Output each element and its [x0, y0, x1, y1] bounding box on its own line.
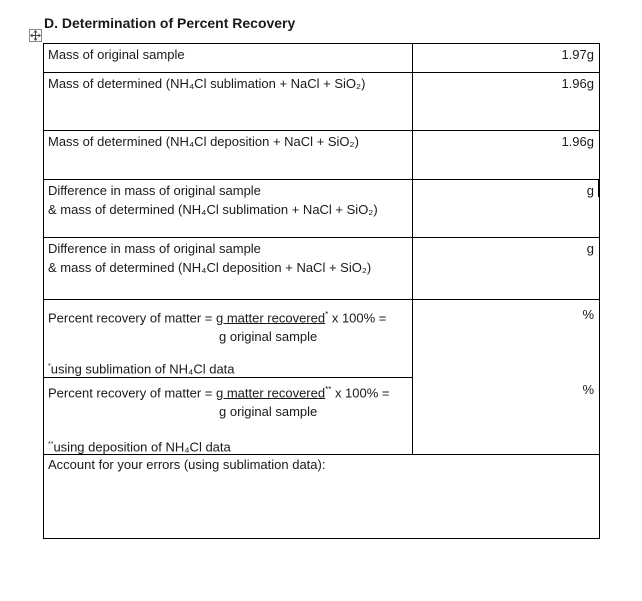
label-original-sample[interactable]: Mass of original sample	[48, 47, 185, 62]
column-divider	[412, 43, 413, 454]
value-percent-deposition[interactable]: %	[582, 382, 594, 397]
formula-percent-sublimation[interactable]: Percent recovery of matter = g matter recovered* x 100% = g original sample	[48, 310, 387, 345]
text-cursor	[598, 179, 599, 197]
formula-percent-deposition[interactable]: Percent recovery of matter = g matter recovered** x 100% = g original sample	[48, 385, 390, 420]
row-mass-sublimation	[43, 72, 600, 130]
section-heading: D. Determination of Percent Recovery	[44, 15, 296, 31]
row-divider	[43, 237, 600, 238]
value-mass-sublimation[interactable]: 1.96g	[561, 76, 594, 91]
row-percent-sublimation	[43, 299, 600, 377]
row-difference-deposition	[43, 237, 600, 299]
value-original-sample[interactable]: 1.97g	[561, 47, 594, 62]
table-border-bottom	[43, 538, 600, 539]
label-difference-sublimation[interactable]: Difference in mass of original sample & mass of determined (NH₄Cl sublimation + NaCl + SiO₂)	[48, 183, 378, 217]
row-difference-sublimation	[43, 179, 600, 237]
row-divider	[43, 72, 600, 73]
footnote-deposition: **using deposition of NH₄Cl data	[48, 439, 231, 455]
value-difference-deposition[interactable]: g	[586, 241, 594, 256]
table-move-handle-icon[interactable]	[29, 29, 42, 42]
footnote-sublimation: *using sublimation of NH₄Cl data	[48, 361, 235, 377]
row-percent-deposition	[43, 377, 600, 454]
row-account-errors	[43, 454, 600, 539]
table-border-right	[599, 43, 600, 539]
label-mass-sublimation[interactable]: Mass of determined (NH₄Cl sublimation + NaCl + SiO₂)	[48, 76, 366, 91]
row-divider	[43, 130, 600, 131]
row-divider	[43, 179, 600, 180]
table-border-top	[43, 43, 600, 44]
account-errors-cell[interactable]: Account for your errors (using sublimation data):	[48, 457, 326, 472]
row-divider	[43, 299, 600, 300]
table-border-left	[43, 43, 44, 539]
label-difference-deposition[interactable]: Difference in mass of original sample & mass of determined (NH₄Cl deposition + NaCl + SiO₂)	[48, 241, 372, 275]
row-mass-deposition	[43, 130, 600, 179]
value-difference-sublimation[interactable]: g	[586, 183, 594, 198]
value-percent-sublimation[interactable]: %	[582, 307, 594, 322]
value-mass-deposition[interactable]: 1.96g	[561, 134, 594, 149]
row-divider	[43, 377, 413, 378]
row-original-sample	[43, 43, 600, 72]
row-divider	[43, 454, 600, 455]
label-mass-deposition[interactable]: Mass of determined (NH₄Cl deposition + NaCl + SiO₂)	[48, 134, 359, 149]
